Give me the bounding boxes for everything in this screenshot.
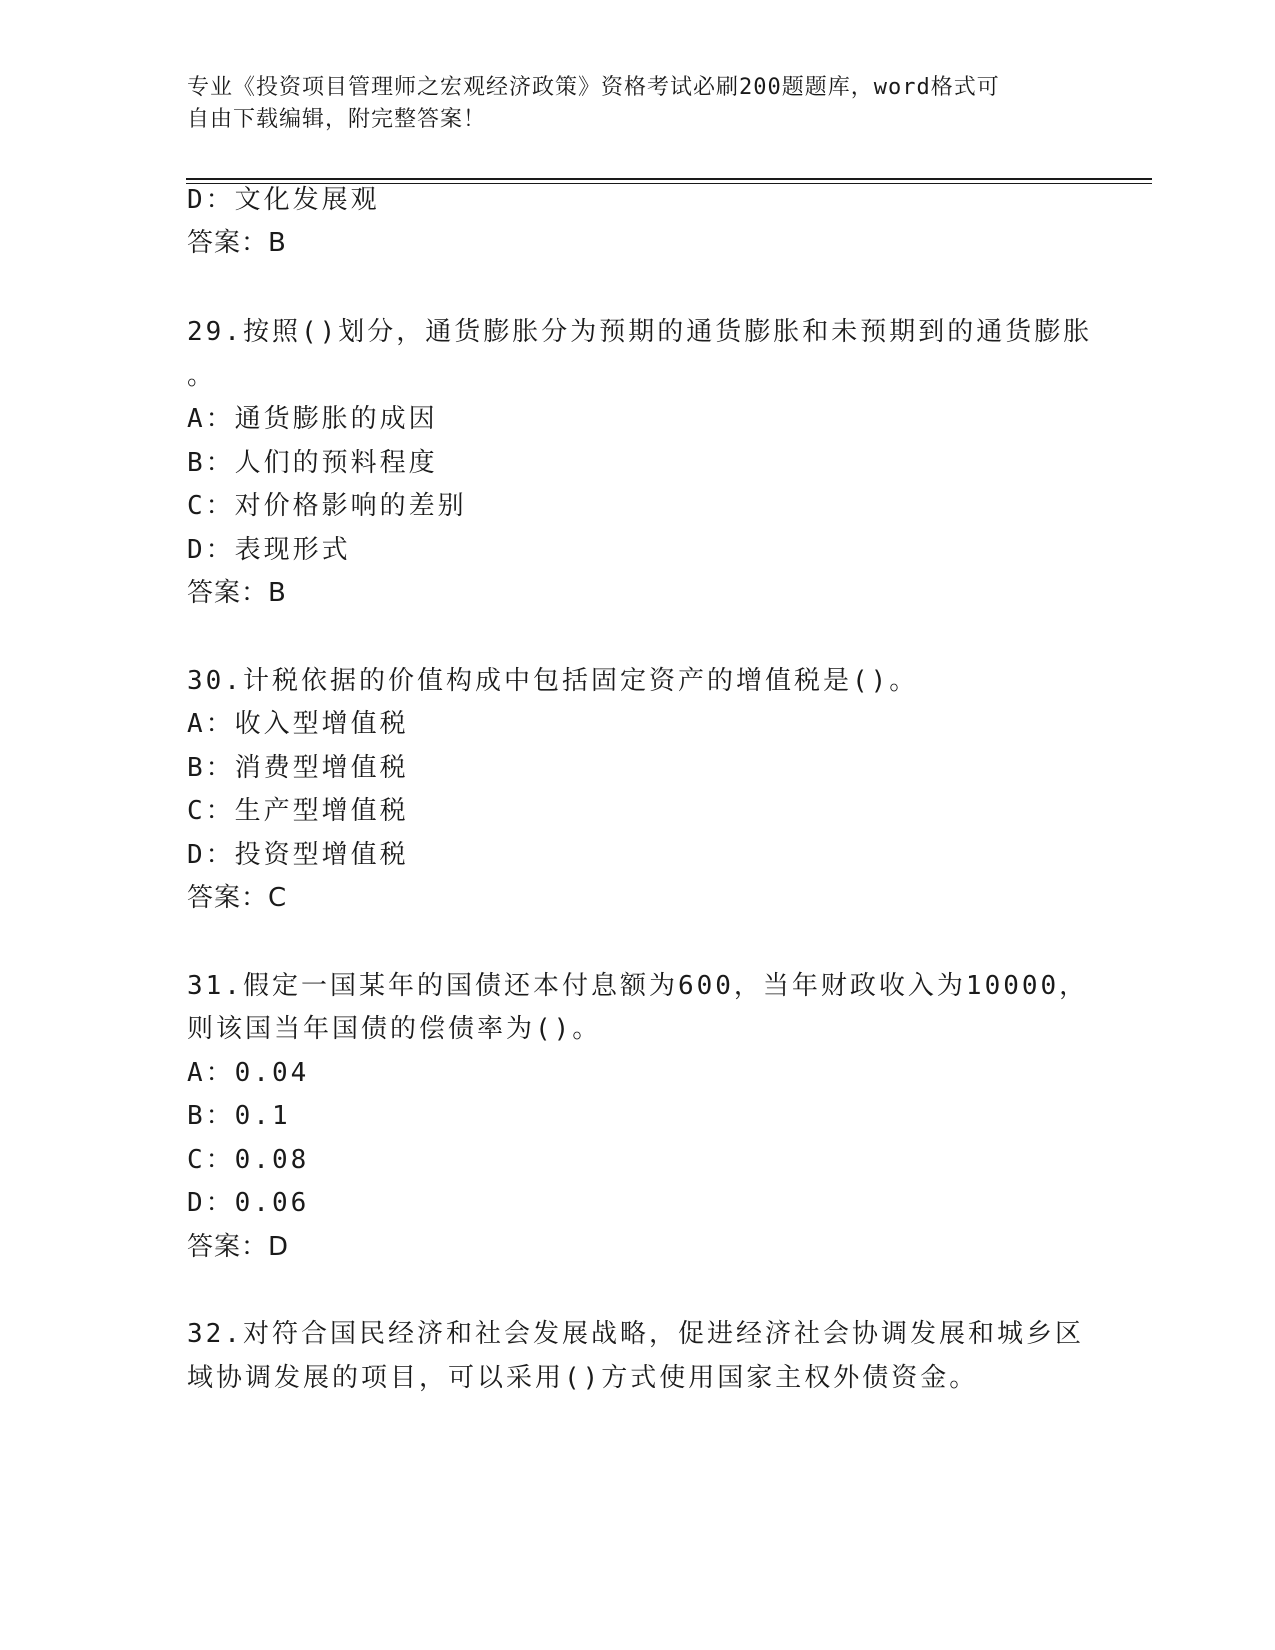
q32-stem-line-1: 32.对符合国民经济和社会发展战略，促进经济社会协调发展和城乡区 xyxy=(187,1319,1084,1349)
q29-option-d: D：表现形式 xyxy=(187,535,351,565)
q30-option-a: A：收入型增值税 xyxy=(187,709,409,739)
q30-stem-line-1: 30.计税依据的价值构成中包括固定资产的增值税是()。 xyxy=(187,666,919,696)
q31-answer: 答案：D xyxy=(187,1232,290,1262)
q30-option-c: C：生产型增值税 xyxy=(187,796,409,826)
q31-option-a: A：0.04 xyxy=(187,1058,310,1088)
q30-option-d: D：投资型增值税 xyxy=(187,840,409,870)
q29-option-b: B：人们的预料程度 xyxy=(187,448,438,478)
q30-answer: 答案：C xyxy=(187,883,288,913)
q29-option-c: C：对价格影响的差别 xyxy=(187,491,467,521)
q29-stem-line-1: 29.按照()划分，通货膨胀分为预期的通货膨胀和未预期到的通货膨胀 xyxy=(187,317,1093,347)
header-line-1: 专业《投资项目管理师之宏观经济政策》资格考试必刷200题题库，word格式可 xyxy=(187,75,1000,100)
q31-option-d: D：0.06 xyxy=(187,1188,310,1218)
q29-answer: 答案：B xyxy=(187,578,287,608)
q30-option-b: B：消费型增值税 xyxy=(187,753,409,783)
prev-option-d: D：文化发展观 xyxy=(187,185,380,215)
q31-stem-line-2: 则该国当年国债的偿债率为()。 xyxy=(187,1014,602,1044)
q31-option-b: B：0.1 xyxy=(187,1101,291,1131)
document-header xyxy=(187,72,1067,136)
prev-answer: 答案：B xyxy=(187,228,287,258)
q29-option-a: A：通货膨胀的成因 xyxy=(187,404,438,434)
q29-stem-line-2: 。 xyxy=(187,361,217,391)
header-line-2: 自由下载编辑，附完整答案！ xyxy=(187,107,487,132)
q31-stem-line-1: 31.假定一国某年的国债还本付息额为600，当年财政收入为10000， xyxy=(187,971,1089,1001)
q31-option-c: C：0.08 xyxy=(187,1145,310,1175)
q32-stem-line-2: 域协调发展的项目，可以采用()方式使用国家主权外债资金。 xyxy=(187,1363,979,1393)
